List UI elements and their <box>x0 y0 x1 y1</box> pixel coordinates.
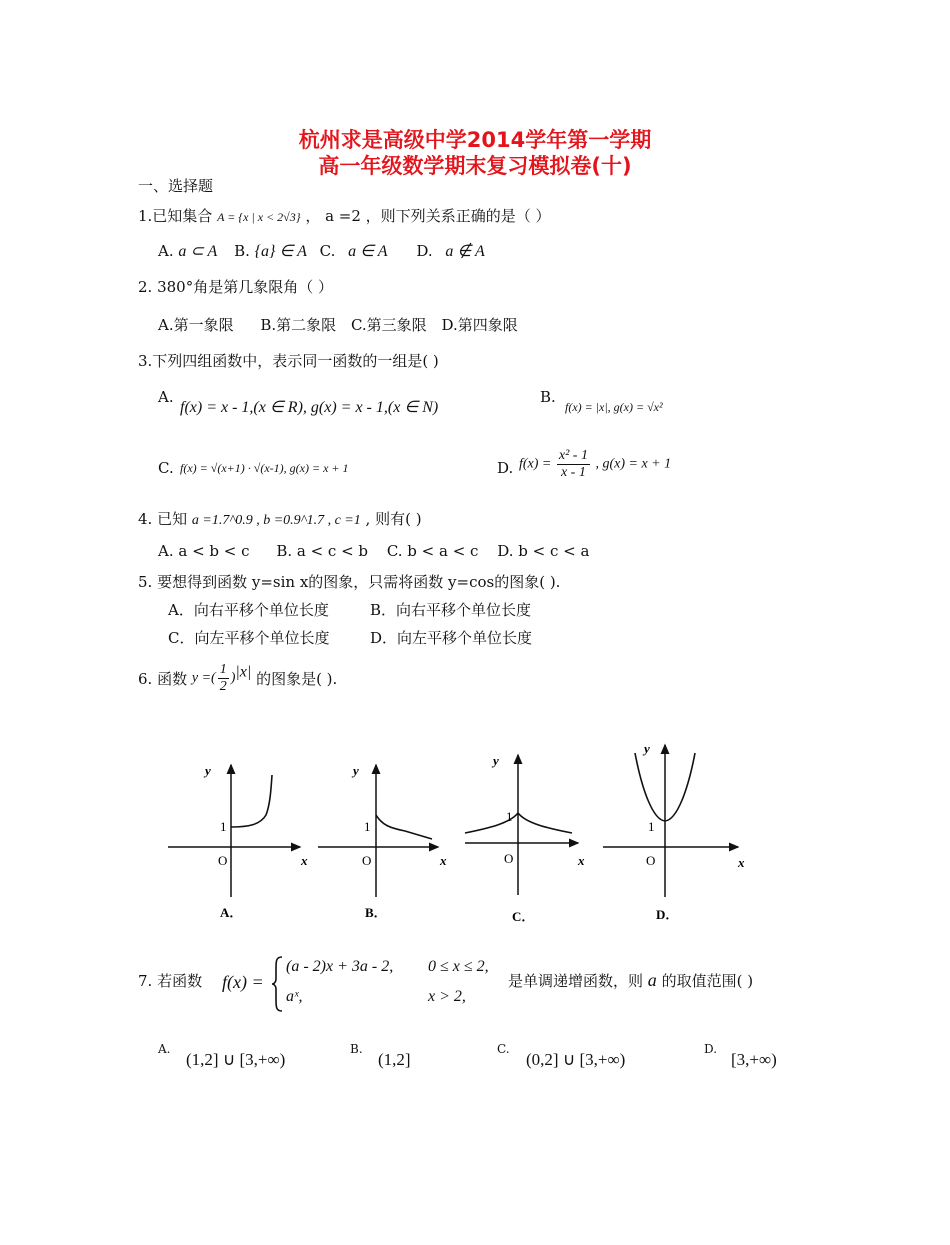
q3-opt-d-num: x² - 1 <box>558 448 588 463</box>
q1-opt-c: a ∈ A <box>348 243 388 260</box>
q7-fx: f(x) = <box>222 972 264 992</box>
graph-b-caption: B． <box>365 905 387 920</box>
q3-stem: 3.下列四组函数中，表示同一函数的一组是( ) <box>138 352 439 370</box>
q3-opt-c: f(x) = √(x+1) · √(x-1), g(x) = x + 1 <box>180 461 349 475</box>
exam-title-line1: 杭州求是高级中学2014学年第一学期 <box>298 128 652 152</box>
q1-opt-d: a ∉ A <box>445 243 485 260</box>
q6-exp: |x| <box>235 663 252 681</box>
graph-a-curve <box>231 775 272 827</box>
exam-title-line2: 高一年级数学期末复习模拟卷(十) <box>318 154 632 178</box>
graph-c-caption: C． <box>512 909 535 924</box>
q7-opt-c: (0,2] ∪ [3,+∞) <box>526 1050 626 1069</box>
q4-expr: a =1.7^0.9 , b =0.9^1.7 , c =1 <box>191 513 361 528</box>
q4-opt-d: D. b < c < a <box>497 542 590 560</box>
q4-opt-c: C. b < a < c <box>386 542 479 560</box>
graph-d-x-label: x <box>738 855 745 870</box>
q6-graphs <box>160 735 760 930</box>
q6-tail: 的图象是( ). <box>256 670 338 688</box>
q3-opt-c-label: C. <box>158 459 174 477</box>
q7-tail: 是单调递增函数，则 <box>508 972 644 990</box>
graph-a-caption: A． <box>220 905 243 920</box>
graph-a <box>168 763 308 920</box>
q1-opt-b-label: B. <box>234 242 250 260</box>
q3-opt-b-label: B. <box>540 388 556 406</box>
graph-c <box>465 753 585 924</box>
graph-a-one: 1 <box>220 819 227 834</box>
q6-den: 2 <box>219 679 227 694</box>
graph-b-y-label: y <box>353 763 359 778</box>
q7-opt-c-label: C. <box>497 1042 510 1056</box>
graph-c-x-label: x <box>578 853 585 868</box>
q7-case1-expr: (a - 2)x + 3a - 2, <box>286 958 394 975</box>
q5-opt-b: B．向右平移个单位长度 <box>370 601 532 619</box>
q7-opt-b-label: B. <box>350 1042 363 1056</box>
graph-b-x-label: x <box>440 853 447 868</box>
q1-stem <box>138 205 550 226</box>
graph-b-curve <box>376 815 432 839</box>
q1-opt-a: a ⊂ A <box>178 243 218 260</box>
q5-opt-d: D．向左平移个单位长度 <box>370 629 533 647</box>
q1-opt-d-label: D. <box>416 242 433 260</box>
q2-opt-b: B.第二象限 <box>260 316 337 334</box>
q7-lead: 7. 若函数 <box>138 972 203 990</box>
q4-opt-a: A. a < b < c <box>158 542 250 560</box>
q3-opt-d-rhs: , g(x) = x + 1 <box>595 456 672 472</box>
q2-options <box>158 314 518 335</box>
q2-opt-d: D.第四象限 <box>441 316 518 334</box>
q7-tail2: 的取值范围( ) <box>661 972 754 990</box>
graph-d <box>603 741 745 922</box>
q1-opt-a-label: A. <box>158 242 174 260</box>
graph-a-x-label: x <box>301 853 308 868</box>
q7-tail-block <box>508 970 753 991</box>
graph-c-y-label: y <box>493 753 499 768</box>
q6-stem <box>138 662 337 695</box>
q2-opt-a: A.第一象限 <box>158 316 234 334</box>
q3-opt-d-fraction <box>557 448 590 481</box>
q2-stem: 2. 380°角是第几象限角（ ） <box>138 278 333 296</box>
q7-opt-b: (1,2] <box>378 1050 411 1069</box>
graph-c-one: 1 <box>506 809 513 824</box>
q1-opt-b: {a} ∈ A <box>254 243 307 260</box>
q1-cond: ， a =2 ，则下列关系正确的是（ ） <box>305 207 551 225</box>
q7-case2-expr: aˣ, <box>286 988 303 1005</box>
graph-c-origin: O <box>504 851 514 866</box>
graph-a-origin: O <box>218 853 228 868</box>
q5-stem: 5. 要想得到函数 y=sin x的图象，只需将函数 y=cos的图象( ). <box>138 573 561 591</box>
q3-opt-a: f(x) = x - 1,(x ∈ R), g(x) = x - 1,(x ∈ N) <box>180 399 439 416</box>
q3-opt-d-lhs: f(x) = <box>519 456 552 472</box>
section-heading: 一、选择题 <box>138 177 214 195</box>
q3-opt-d-label: D. <box>497 459 514 477</box>
graph-a-y-label: y <box>205 763 211 778</box>
q1-opt-c-label: C. <box>319 242 336 260</box>
q7-opt-a-label: A. <box>158 1042 171 1056</box>
q6-y-eq: y =( <box>191 670 216 686</box>
q4-options <box>158 542 589 560</box>
q2-opt-c: C.第三象限 <box>350 316 427 334</box>
q7-case2-cond: x > 2, <box>428 988 466 1005</box>
q7-brace <box>270 955 284 1013</box>
q7-opt-d-label: D. <box>704 1042 718 1056</box>
q6-lead: 6. 函数 <box>138 670 188 688</box>
graph-b-origin: O <box>362 853 372 868</box>
q1-lead: 1.已知集合 <box>138 207 213 225</box>
graph-d-one: 1 <box>648 819 655 834</box>
graph-b-one: 1 <box>364 819 371 834</box>
q7-var: a <box>647 970 657 990</box>
q6-close-paren: ) <box>230 670 236 686</box>
q5-opt-c: C．向左平移个单位长度 <box>168 629 330 647</box>
q7-case1-cond: 0 ≤ x ≤ 2, <box>428 958 489 975</box>
q7-opt-d: [3,+∞) <box>731 1050 777 1069</box>
graph-d-origin: O <box>646 853 656 868</box>
q3-opt-b: f(x) = |x|, g(x) = √x² <box>565 400 663 414</box>
q5-opt-a: A．向右平移个单位长度 <box>168 601 329 619</box>
graph-d-caption: D． <box>656 907 679 922</box>
q1-options <box>158 241 485 261</box>
q6-fraction <box>218 662 229 695</box>
q3-opt-d-den: x - 1 <box>560 465 586 480</box>
q4-tail: , 则有( ) <box>365 510 422 528</box>
q4-stem <box>138 508 422 529</box>
q6-num: 1 <box>219 662 227 677</box>
graph-d-y-label: y <box>644 741 650 756</box>
q4-lead: 4. 已知 <box>138 510 188 528</box>
graph-b <box>318 763 447 920</box>
q3-opt-a-label: A. <box>158 388 174 406</box>
q3-opt-d <box>519 448 671 481</box>
q1-set: A = {x | x < 2√3} <box>217 210 301 224</box>
q7-opt-a: (1,2] ∪ [3,+∞) <box>186 1050 286 1069</box>
q4-opt-b: B. a < c < b <box>276 542 369 560</box>
